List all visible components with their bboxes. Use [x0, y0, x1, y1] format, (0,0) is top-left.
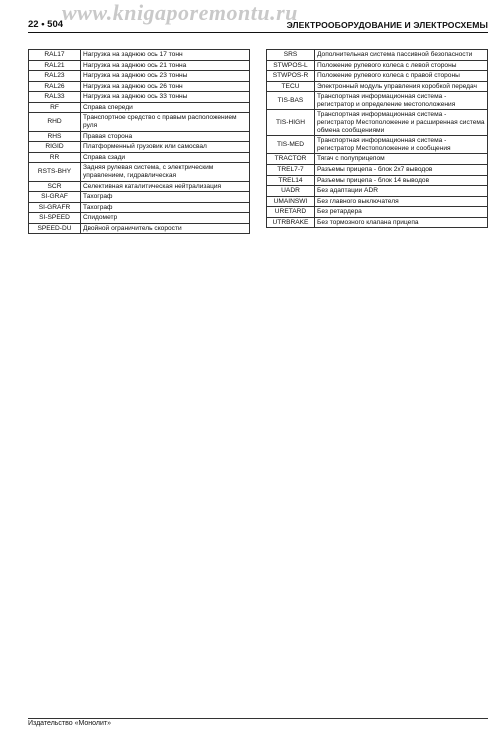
abbreviation-description: Задняя рулевая система, с электрическим управлением, гидравлическая — [81, 163, 250, 181]
table-row — [267, 60, 488, 71]
table-row — [29, 60, 250, 71]
abbreviation-code: RAL33 — [29, 92, 81, 103]
table-row — [267, 136, 488, 154]
abbreviation-code: TREL14 — [267, 175, 315, 186]
abbreviation-description: Положение рулевого колеса с левой стороны — [315, 60, 488, 71]
table-row — [267, 154, 488, 165]
abbreviation-code: TREL7-7 — [267, 164, 315, 175]
page-number: 22 • 504 — [28, 19, 64, 30]
table-row — [29, 71, 250, 82]
abbreviation-code: SRS — [267, 50, 315, 61]
abbreviation-code: SI-SPEED — [29, 213, 81, 224]
table-row — [29, 131, 250, 142]
abbreviation-description: Тягач с полуприцепом — [315, 154, 488, 165]
table-row — [267, 50, 488, 61]
table-row — [29, 223, 250, 234]
table-row — [267, 92, 488, 110]
abbreviation-description: Нагрузка на заднюю ось 23 тонны — [81, 71, 250, 82]
abbreviation-code: UTRBRAKE — [267, 217, 315, 228]
abbreviation-description: Нагрузка на заднюю ось 33 тонны — [81, 92, 250, 103]
abbreviation-code: TIS-BAS — [267, 92, 315, 110]
abbreviation-code: SI-GRAFR — [29, 202, 81, 213]
abbreviation-code: RR — [29, 152, 81, 163]
abbreviation-description: Селективная каталитическая нейтрализация — [81, 181, 250, 192]
abbreviation-code: RAL17 — [29, 50, 81, 61]
abbreviation-description: Спидометр — [81, 213, 250, 224]
abbreviation-description: Разъемы прицепа - блок 14 выводов — [315, 175, 488, 186]
abbreviation-description: Тахограф — [81, 192, 250, 203]
abbreviation-code: RSTS-BHY — [29, 163, 81, 181]
abbreviation-description: Без главного выключателя — [315, 196, 488, 207]
abbreviation-code: RIGID — [29, 142, 81, 153]
table-row — [29, 81, 250, 92]
abbreviation-description: Без адаптации ADR — [315, 186, 488, 197]
table-row — [267, 81, 488, 92]
abbreviation-code: STWPOS-L — [267, 60, 315, 71]
abbreviation-code: SI-GRAF — [29, 192, 81, 203]
table-row — [29, 181, 250, 192]
abbreviation-code: RAL26 — [29, 81, 81, 92]
table-row — [267, 164, 488, 175]
watermark-text: www.knigaporemontu.ru — [62, 0, 298, 25]
abbreviation-description: Платформенный грузовик или самосвал — [81, 142, 250, 153]
abbreviation-code: UMAINSWI — [267, 196, 315, 207]
abbreviation-description: Тахограф — [81, 202, 250, 213]
publisher-name: Издательство «Монолит» — [28, 720, 112, 727]
abbreviation-code: RAL21 — [29, 60, 81, 71]
abbreviation-code: SCR — [29, 181, 81, 192]
abbreviation-description: Транспортная информационная система - регистратор Местоположение и расширенная система обмена сообщениями — [315, 110, 488, 136]
table-row — [29, 152, 250, 163]
table-row — [267, 175, 488, 186]
abbreviation-description: Двойной ограничитель скорости — [81, 223, 250, 234]
abbreviation-description: Нагрузка на заднюю ось 21 тонна — [81, 60, 250, 71]
abbreviation-code: RHS — [29, 131, 81, 142]
abbreviation-code: SPEED-DU — [29, 223, 81, 234]
abbreviation-description: Транспортная информационная система - регистратор и определение местоположения — [315, 92, 488, 110]
abbreviation-description: Положение рулевого колеса с правой стороны — [315, 71, 488, 82]
abbreviation-description: Дополнительная система пассивной безопасности — [315, 50, 488, 61]
table-row — [29, 192, 250, 203]
abbreviation-code: TECU — [267, 81, 315, 92]
table-row — [29, 163, 250, 181]
table-row — [29, 213, 250, 224]
table-row — [29, 142, 250, 153]
table-row — [267, 110, 488, 136]
table-row — [29, 92, 250, 103]
abbreviation-code: RF — [29, 102, 81, 113]
abbreviation-code: TIS-MED — [267, 136, 315, 154]
page-header — [28, 18, 488, 33]
table-row — [267, 196, 488, 207]
abbreviation-description: Без ретардера — [315, 207, 488, 218]
abbreviation-description: Нагрузка на заднюю ось 26 тонн — [81, 81, 250, 92]
abbreviation-description: Справа сзади — [81, 152, 250, 163]
table-row — [267, 186, 488, 197]
table-row — [29, 50, 250, 61]
table-row — [29, 202, 250, 213]
abbreviation-description: Электронный модуль управления коробкой передач — [315, 81, 488, 92]
abbreviation-code: RHD — [29, 113, 81, 131]
abbreviation-table-right — [266, 49, 488, 228]
abbreviation-code: RAL23 — [29, 71, 81, 82]
abbreviation-description: Правая сторона — [81, 131, 250, 142]
abbreviation-description: Разъемы прицепа - блок 2x7 выводов — [315, 164, 488, 175]
abbreviation-code: TRACTOR — [267, 154, 315, 165]
abbreviation-description: Транспортная информационная система - регистратор Местоположение и сообщения — [315, 136, 488, 154]
abbreviation-description: Без тормозного клапана прицепа — [315, 217, 488, 228]
abbreviation-table-left — [28, 49, 250, 234]
abbreviation-code: TIS-HIGH — [267, 110, 315, 136]
table-row — [267, 207, 488, 218]
abbreviation-description: Транспортное средство с правым расположением руля — [81, 113, 250, 131]
table-row — [29, 102, 250, 113]
abbreviation-code: URETARD — [267, 207, 315, 218]
table-row — [267, 217, 488, 228]
abbreviation-description: Нагрузка на заднюю ось 17 тонн — [81, 50, 250, 61]
table-row — [29, 113, 250, 131]
table-row — [267, 71, 488, 82]
footer-divider — [28, 718, 488, 719]
abbreviation-description: Справа спереди — [81, 102, 250, 113]
section-title: ЭЛЕКТРООБОРУДОВАНИЕ И ЭЛЕКТРОСХЕМЫ — [286, 20, 488, 30]
abbreviation-code: STWPOS-R — [267, 71, 315, 82]
abbreviation-code: UADR — [267, 186, 315, 197]
